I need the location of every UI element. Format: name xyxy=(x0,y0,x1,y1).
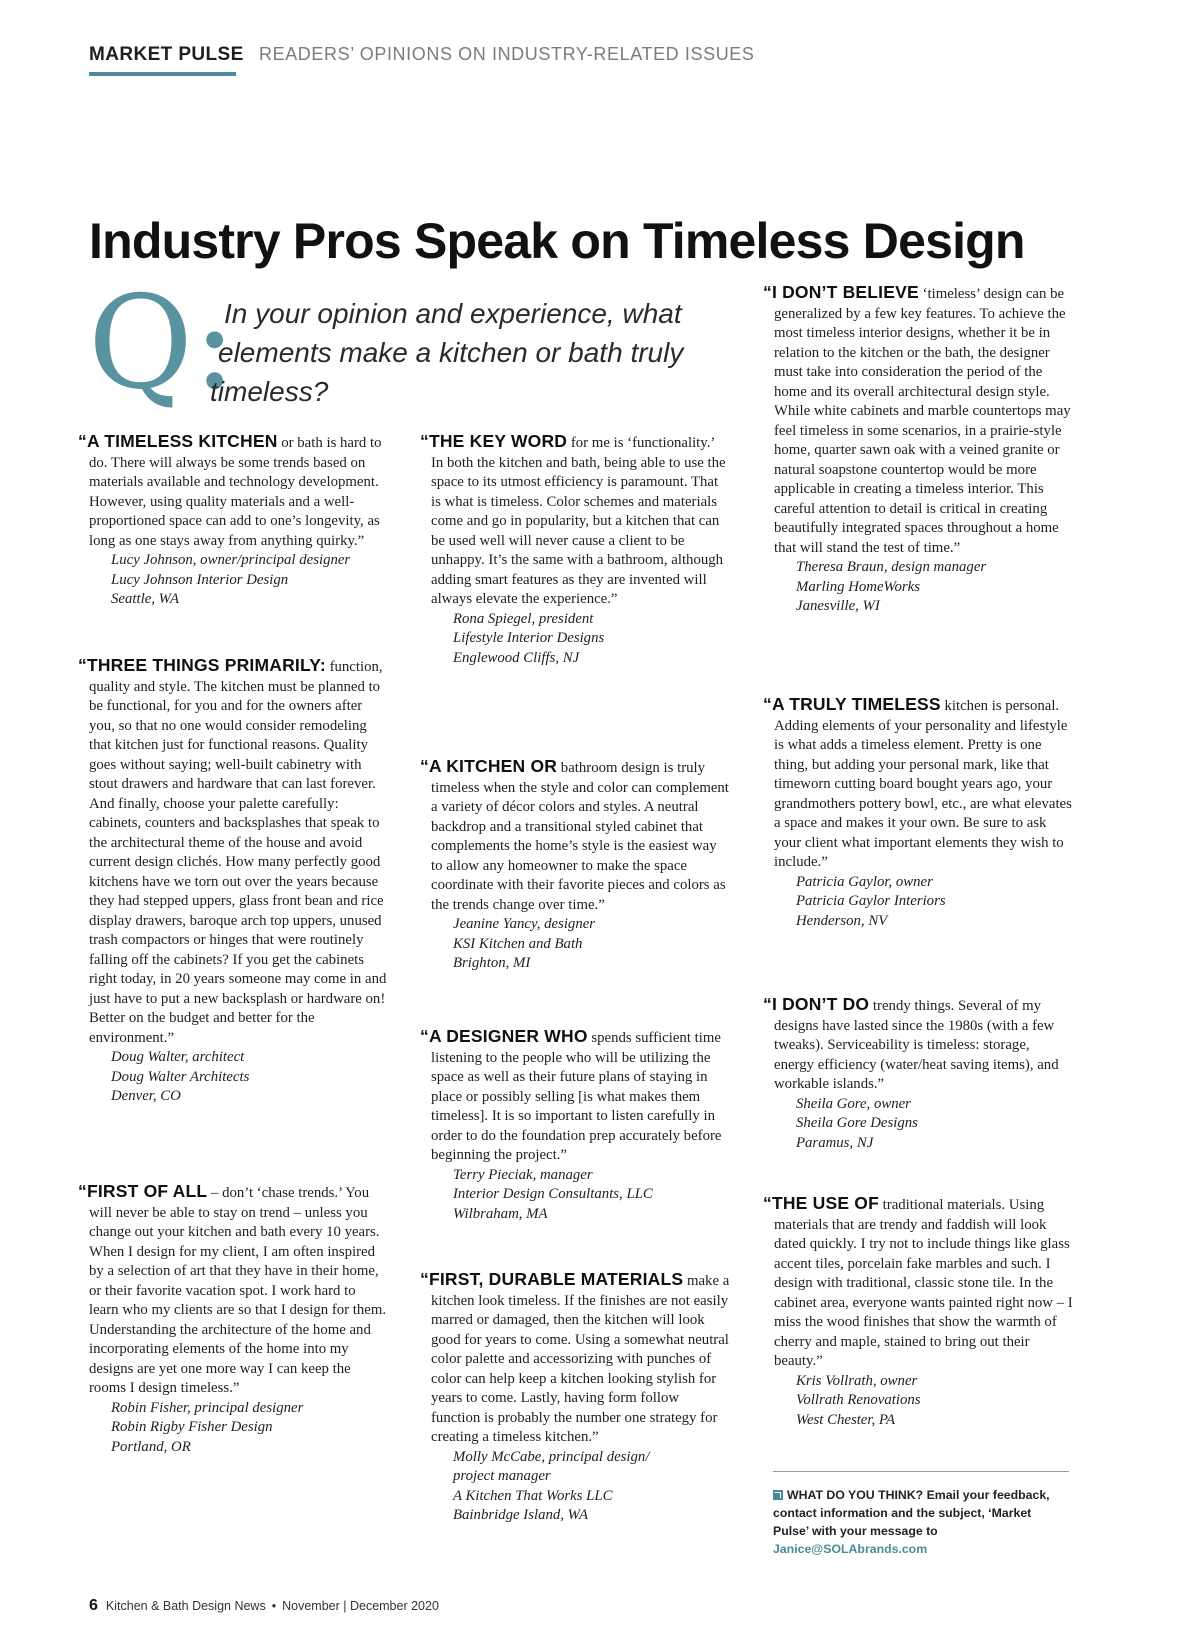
quote-block xyxy=(420,432,730,668)
attribution-company: Patricia Gaylor Interiors xyxy=(796,893,946,909)
quote-body: traditional materials. Using materials that are trendy and faddish will look dated quickly. I try not to include things like glass accent tiles, porcelain fake marbles and such. I design with traditional, classic stone tile. In the cabinet area, everyone wants painted right now – I miss the wood finishes that show the warmth of cherry and maple, stained to bring out their beauty.” xyxy=(774,1197,1073,1369)
attribution-company: Marling HomeWorks xyxy=(796,578,920,595)
quote-attribution xyxy=(78,551,388,610)
attribution-name-continued: project manager xyxy=(453,1468,551,1484)
attribution-company: Doug Walter Architects xyxy=(111,1068,250,1085)
attribution-company: KSI Kitchen and Bath xyxy=(453,935,583,952)
quote-lead: “FIRST OF ALL xyxy=(78,1181,208,1201)
attribution-name: Molly McCabe, principal design/ xyxy=(453,1448,650,1465)
attribution-location: Paramus, NJ xyxy=(796,1134,874,1151)
attribution-company: Sheila Gore Designs xyxy=(796,1115,918,1131)
attribution-company: Lucy Johnson Interior Design xyxy=(111,571,289,588)
quote-lead: “THE USE OF xyxy=(763,1193,879,1213)
quote-block xyxy=(78,1182,388,1457)
quote-attribution xyxy=(420,1448,730,1526)
quote-block xyxy=(420,1027,730,1224)
page-footer xyxy=(89,1597,439,1615)
quote-body: for me is ‘functionality.’ In both the kitchen and bath, being able to use the space to its utmost efficiency is paramount. That is what is timeless. Color schemes and materials come and go in popularity, but a kitchen that can be used well will never cause a client to be unhappy. It’s the same with a bathroom, although adding smart features as they are invented will always elevate the experience.” xyxy=(431,435,726,607)
question-line: In your opinion and experience, what xyxy=(224,298,682,329)
attribution-company: A Kitchen That Works LLC xyxy=(453,1487,613,1504)
quote-block xyxy=(78,432,388,610)
quote-attribution xyxy=(763,558,1073,617)
attribution-name: Jeanine Yancy, designer xyxy=(453,916,596,932)
attribution-location: Wilbraham, MA xyxy=(453,1205,548,1222)
quote-body: function, quality and style. The kitchen must be planned to be functional, for you and for the owners after you, so that no one would consider remodeling that kitchen just for functional reasons. Quality goes without saying; well-built cabinetry with stout drawers and hardware that can last forever. And finally, choose your palette carefully: cabinets, counters and backsplashes that speak to the architectural theme of the house and avoid current design clichés. How many perfectly good kitchens have we torn out over the years because they had stepped uppers, glass front bean and rice display drawers, baroque arch top uppers, unused trash compactors or hinges that were routinely falling off the cabinets? If you get the cabinets right today, in 20 years someone may come in and just have to put a new backsplash or hardware on! Better on the budget and better for the environment.” xyxy=(89,659,387,1046)
quote-block xyxy=(763,995,1073,1153)
attribution-name: Doug Walter, architect xyxy=(111,1049,245,1065)
question-line: timeless? xyxy=(210,376,329,407)
attribution-location: Bainbridge Island, WA xyxy=(453,1507,588,1523)
attribution-location: Henderson, NV xyxy=(796,912,888,929)
quote-lead: “I DON’T DO xyxy=(763,994,870,1014)
feedback-box xyxy=(773,1471,1069,1558)
section-subtitle: READERS’ OPINIONS ON INDUSTRY-RELATED ISSUES xyxy=(259,44,755,64)
publication-name: Kitchen & Bath Design News xyxy=(105,1599,266,1613)
quote-block xyxy=(420,757,730,974)
quote-attribution xyxy=(420,1166,730,1225)
page-title: Industry Pros Speak on Timeless Design xyxy=(89,213,1025,269)
quote-block xyxy=(763,283,1073,617)
question-text xyxy=(210,294,730,411)
quote-lead: “A KITCHEN OR xyxy=(420,756,558,776)
attribution-location: Englewood Cliffs, NJ xyxy=(453,649,580,666)
attribution-name: Patricia Gaylor, owner xyxy=(796,873,933,890)
q-letter-icon: Q: xyxy=(88,269,237,418)
quote-attribution xyxy=(763,1372,1073,1431)
quote-attribution xyxy=(78,1399,388,1458)
quote-lead: “A DESIGNER WHO xyxy=(420,1026,588,1046)
quote-block xyxy=(763,1194,1073,1430)
section-label: MARKET PULSE xyxy=(89,44,244,65)
quote-lead: “THE KEY WORD xyxy=(420,431,568,451)
feedback-text: WHAT DO YOU THINK? Email your feedback, contact information and the subject, ‘Market Pulse’ with your message to xyxy=(773,1488,1050,1538)
attribution-location: Janesville, WI xyxy=(796,598,880,614)
attribution-location: Denver, CO xyxy=(111,1088,181,1104)
attribution-name: Theresa Braun, design manager xyxy=(796,559,987,575)
quote-attribution xyxy=(420,915,730,974)
attribution-name: Lucy Johnson, owner/principal designer xyxy=(111,552,351,568)
footer-separator: • xyxy=(271,1599,277,1613)
attribution-location: Portland, OR xyxy=(111,1438,191,1455)
quote-body: bathroom design is truly timeless when the style and color can complement a variety of décor colors and styles. A neutral backdrop and a transitional styled cabinet that complements the home’s style is the easiest way to allow any homeowner to make the space coordinate with their favorite pieces and colors as the trends change over time.” xyxy=(431,760,729,913)
quote-lead: “A TIMELESS KITCHEN xyxy=(78,431,278,451)
quote-lead: “FIRST, DURABLE MATERIALS xyxy=(420,1269,684,1289)
attribution-name: Robin Fisher, principal designer xyxy=(111,1399,304,1416)
attribution-name: Kris Vollrath, owner xyxy=(796,1372,918,1389)
quote-body: ‘timeless’ design can be generalized by a few key features. To achieve the most timeless interior designs, whether it be in relation to the kitchen or the bath, the designer must take into consideration the period of the home and its overall architectural design style. While white cabinets and marble countertops may feel timeless in some scenarios, in a prairie-style home, quarter sawn oak with a veined granite or natural soapstone countertop would be more applicable in creating a timeless interior. This careful attention to detail is critical in creating beautifully integrated spaces throughout a home that will stand the test of time.” xyxy=(774,286,1071,556)
quote-body: make a kitchen look timeless. If the finishes are not easily marred or damaged, then the kitchen will look good for years to come. Using a somewhat neutral color palette and accessorizing with punches of color can help keep a kitchen looking stylish for years to come. Lastly, having form follow function is probably the number one strategy for creating a timeless kitchen.” xyxy=(431,1273,730,1445)
attribution-company: Robin Rigby Fisher Design xyxy=(111,1419,273,1435)
arrow-icon xyxy=(773,1490,783,1500)
section-accent-bar xyxy=(89,72,236,76)
quote-block xyxy=(78,656,388,1107)
quote-body: or bath is hard to do. There will always be some trends based on materials available and technology development. However, using quality materials and a well-proportioned space can add to one’s longevity, as long as one stays away from anything quirky.” xyxy=(89,435,382,549)
quote-body: kitchen is personal. Adding elements of your personality and lifestyle is what adds a timeless element. Pretty is one thing, but adding your personal mark, like that timeworn cutting board bought years ago, your grandmothers pottery bowl, etc., are what elevates a space and makes it your own. Be sure to ask your client what important elements they wish to include.” xyxy=(774,698,1072,870)
quote-attribution xyxy=(763,873,1073,932)
attribution-name: Terry Pieciak, manager xyxy=(453,1166,593,1183)
quote-body: spends sufficient time listening to the people who will be utilizing the space as well as their future plans of staying in place or possibly selling [is what makes them timeless]. It is so important to listen carefully in order to do the foundation prep accurately before beginning the project.” xyxy=(431,1030,722,1163)
attribution-company: Vollrath Renovations xyxy=(796,1392,921,1408)
attribution-name: Sheila Gore, owner xyxy=(796,1095,911,1112)
quote-lead: “I DON’T BELIEVE xyxy=(763,282,919,302)
quote-body: trendy things. Several of my designs have lasted since the 1980s (with a few tweaks). Serviceability is timeless: storage, energy efficiency (water/heat saving items), and workable islands.” xyxy=(774,998,1059,1092)
quote-block xyxy=(420,1270,730,1526)
quote-block xyxy=(763,695,1073,931)
question-line: elements make a kitchen or bath truly xyxy=(218,337,684,368)
feedback-email-link[interactable]: Janice@SOLAbrands.com xyxy=(773,1542,928,1556)
attribution-company: Lifestyle Interior Designs xyxy=(453,630,605,646)
attribution-name: Rona Spiegel, president xyxy=(453,610,594,627)
quote-lead: “A TRULY TIMELESS xyxy=(763,694,941,714)
issue-date: November | December 2020 xyxy=(282,1599,439,1613)
attribution-location: West Chester, PA xyxy=(796,1411,896,1428)
page-number: 6 xyxy=(89,1597,98,1614)
quote-lead: “THREE THINGS PRIMARILY: xyxy=(78,655,326,675)
quote-body: – don’t ‘chase trends.’ You will never be able to stay on trend – unless you change out your kitchen and bath every 10 years. When I design for my client, I am often inspired by a selection of art that they have in their home, or their favorite vacation spot. I work hard to learn who my clients are so that I design for them. Understanding the architecture of the home and incorporating elements of the home into my designs are yet one more way I can keep the rooms I design timeless.” xyxy=(89,1185,387,1396)
quote-attribution xyxy=(420,610,730,669)
attribution-company: Interior Design Consultants, LLC xyxy=(453,1186,653,1202)
attribution-location: Seattle, WA xyxy=(111,591,179,607)
quote-attribution xyxy=(763,1095,1073,1154)
attribution-location: Brighton, MI xyxy=(453,955,531,971)
quote-attribution xyxy=(78,1048,388,1107)
